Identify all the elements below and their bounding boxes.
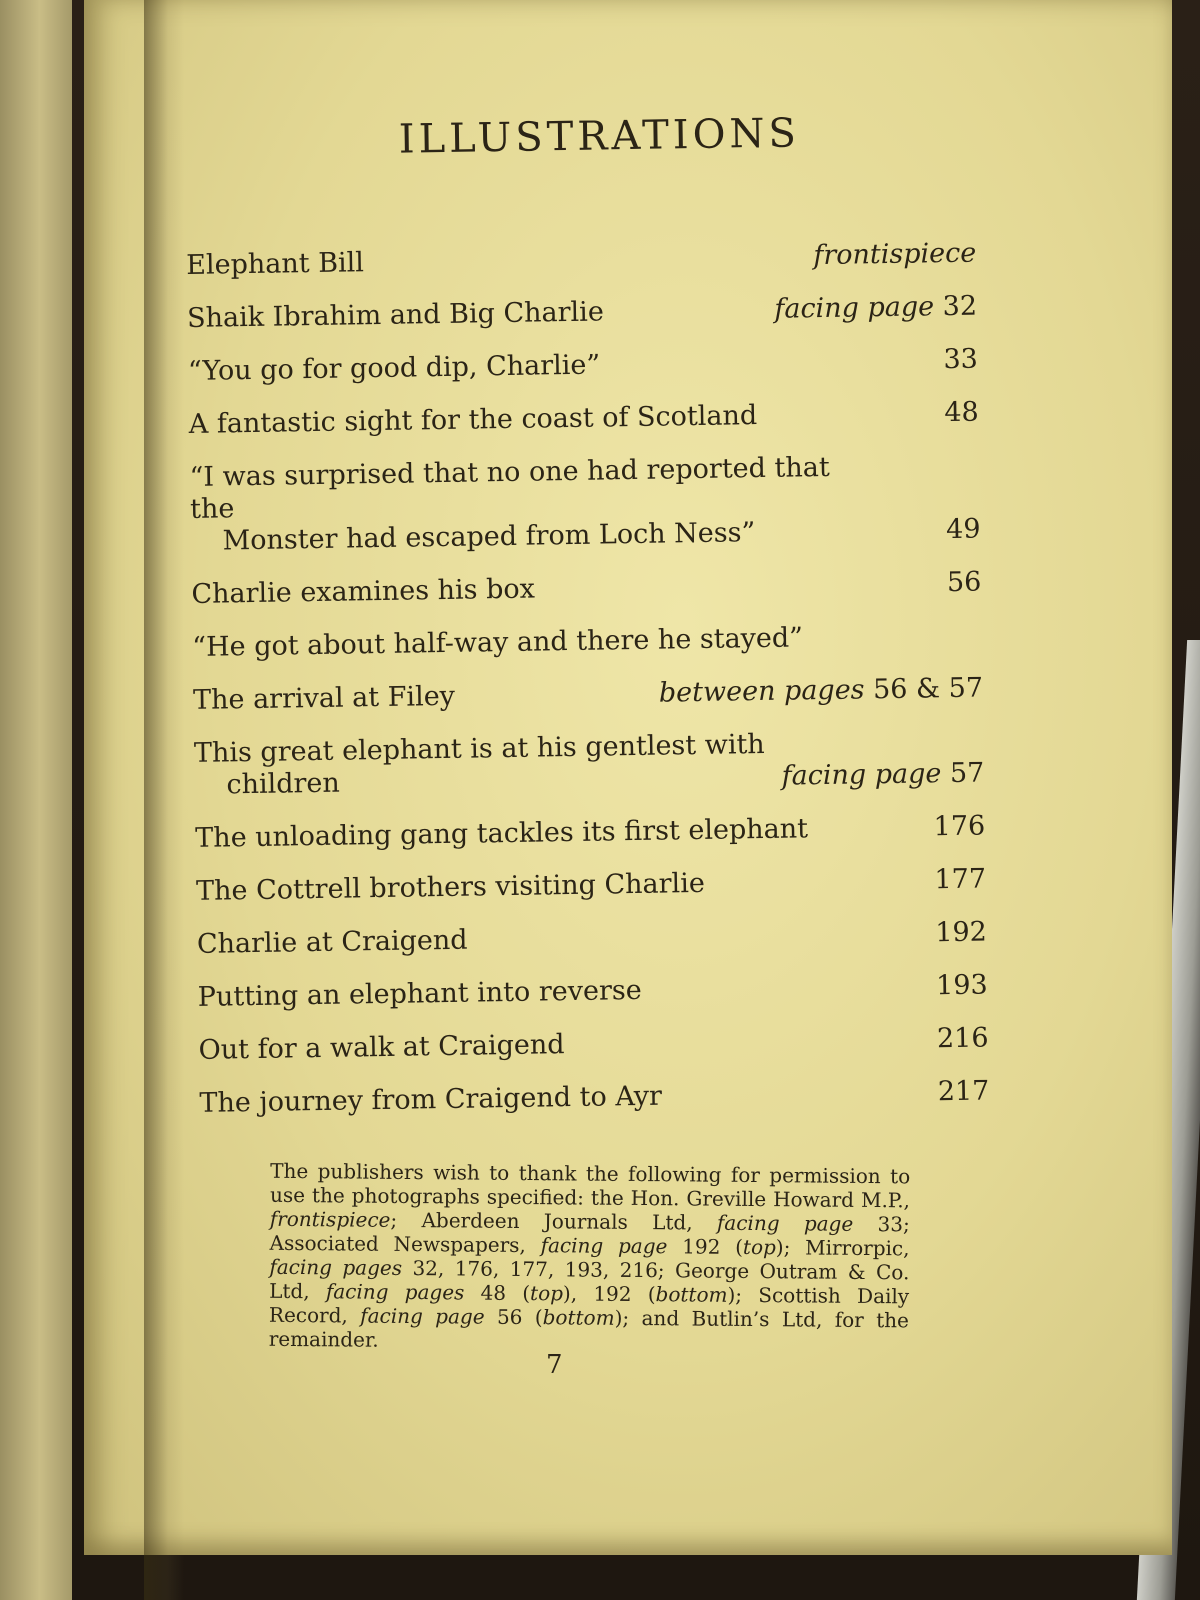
entry-title: “You go for good dip, Charlie” — [187, 349, 601, 387]
entry-title: The arrival at Filey — [192, 680, 456, 716]
entry-page-ref — [946, 514, 981, 547]
entry-page-ref — [934, 863, 986, 896]
illustration-entry — [186, 238, 976, 282]
illustration-entry — [196, 863, 986, 907]
page-ref-number: 216 — [936, 1022, 989, 1055]
page-ref-number: 48 — [944, 396, 979, 429]
entry-page-ref — [937, 1022, 989, 1055]
entry-title: A fantastic sight for the coast of Scotland — [188, 400, 758, 440]
entry-title-continuation: children — [226, 767, 341, 801]
entry-page-ref — [933, 811, 985, 844]
page-ref-number: 193 — [935, 969, 988, 1002]
credits-italic: facing page — [716, 1210, 854, 1236]
illustration-entry — [191, 567, 981, 611]
illustration-entry — [195, 811, 985, 855]
page-ref-label: facing page — [774, 291, 935, 325]
page-ref-number: 56 & 57 — [872, 672, 984, 706]
entry-title: “He got about half-way and there he stayed” — [192, 622, 804, 663]
entry-title: Charlie examines his box — [191, 573, 536, 610]
page-ref-number: 57 — [949, 757, 985, 790]
entry-page-ref — [659, 673, 984, 710]
entries-container — [186, 238, 990, 1120]
illustration-entry — [198, 969, 988, 1013]
illustration-entry — [198, 1022, 988, 1066]
illustration-entry — [192, 620, 982, 664]
entry-title-continuation: Monster had escaped from Loch Ness” — [222, 517, 756, 557]
entry-title: “I was surprised that no one had reported that the — [189, 451, 830, 525]
illustration-entry — [197, 916, 987, 960]
credits-text: ; Aberdeen Journals Ltd, — [390, 1207, 718, 1235]
entry-title: This great elephant is at his gentlest with — [193, 728, 765, 769]
page-ref-number: 33 — [943, 343, 979, 376]
page-ref-number: 49 — [945, 513, 981, 546]
credits-text: 192 ( — [667, 1234, 744, 1259]
illustration-entry — [189, 397, 979, 441]
credits-italic: top — [529, 1281, 564, 1306]
illustration-entry — [188, 344, 978, 388]
page-ref-label: facing page — [781, 758, 942, 792]
credits-italic: bottom — [655, 1282, 728, 1307]
entry-title: The Cottrell brothers visiting Charlie — [195, 867, 706, 907]
page-ref-number: 56 — [946, 566, 982, 599]
page-ref-number: 217 — [937, 1075, 990, 1108]
illustration-entry — [194, 726, 985, 802]
credits-text: 32, 176, 177, 193, 216; George Outram & Co. Ltd, — [269, 1255, 910, 1304]
entry-page-ref — [936, 969, 988, 1002]
entry-page-ref — [781, 758, 984, 793]
illustration-entry — [193, 673, 983, 717]
entry-title: Putting an elephant into reverse — [197, 974, 642, 1013]
credits-text: 56 ( — [484, 1304, 543, 1330]
page-ref-label: between pages — [658, 674, 865, 709]
credits-text: 48 ( — [464, 1280, 531, 1306]
page-gutter-shadow — [144, 0, 184, 1600]
credits-italic: facing pages — [325, 1279, 465, 1305]
entry-page-ref — [813, 238, 976, 273]
page-ref-label: frontispiece — [813, 237, 977, 272]
entry-title: The journey from Craigend to Ayr — [199, 1080, 663, 1119]
entry-title: Elephant Bill — [186, 247, 365, 281]
illustration-entry — [187, 291, 977, 335]
entry-title: Out for a walk at Craigend — [198, 1029, 565, 1066]
entry-page-ref — [943, 344, 978, 377]
entry-page-ref — [774, 291, 977, 326]
entry-title: Shaik Ibrahim and Big Charlie — [186, 296, 605, 334]
entry-page-ref — [947, 567, 982, 600]
page-ref-number: 176 — [933, 810, 986, 843]
credits-text: ); and Butlin’s Ltd, for the remainder. — [268, 1305, 910, 1352]
page-title: ILLUSTRATIONS — [398, 110, 801, 163]
credits-text: ); Mirrorpic, — [775, 1235, 910, 1261]
credits-text: 33; Associated Newspapers, — [269, 1211, 910, 1258]
credits-text: The publishers wish to thank the following for permission to use the photographs specified: the Hon. Greville Howard M.P., — [269, 1158, 911, 1213]
credits-italic: facing page — [360, 1303, 485, 1329]
left-page-edge — [0, 0, 72, 1600]
credits-italic: bottom — [542, 1305, 615, 1330]
credits-text: ); Scottish Daily Record, — [268, 1282, 910, 1328]
illustration-entry — [199, 1075, 989, 1119]
photo-credits — [269, 1159, 911, 1357]
entry-title: The unloading gang tackles its first elephant — [195, 813, 809, 854]
page-number: 7 — [546, 1350, 563, 1380]
entry-page-ref — [938, 1075, 990, 1108]
credits-italic: frontispiece — [269, 1206, 391, 1232]
book-page — [84, 0, 1172, 1555]
credits-italic: top — [742, 1234, 776, 1260]
page-ref-number: 32 — [942, 290, 978, 323]
credits-italic: facing page — [540, 1233, 668, 1259]
credits-italic: facing pages — [269, 1254, 403, 1280]
illustrations-list — [184, 108, 993, 1352]
entry-page-ref — [935, 916, 987, 949]
entry-title: Charlie at Craigend — [196, 924, 468, 960]
illustration-entry — [189, 450, 980, 558]
page-ref-number: 177 — [934, 863, 987, 896]
page-ref-number: 192 — [935, 916, 988, 949]
credits-text: ), 192 ( — [562, 1281, 656, 1307]
entry-page-ref — [944, 397, 979, 430]
